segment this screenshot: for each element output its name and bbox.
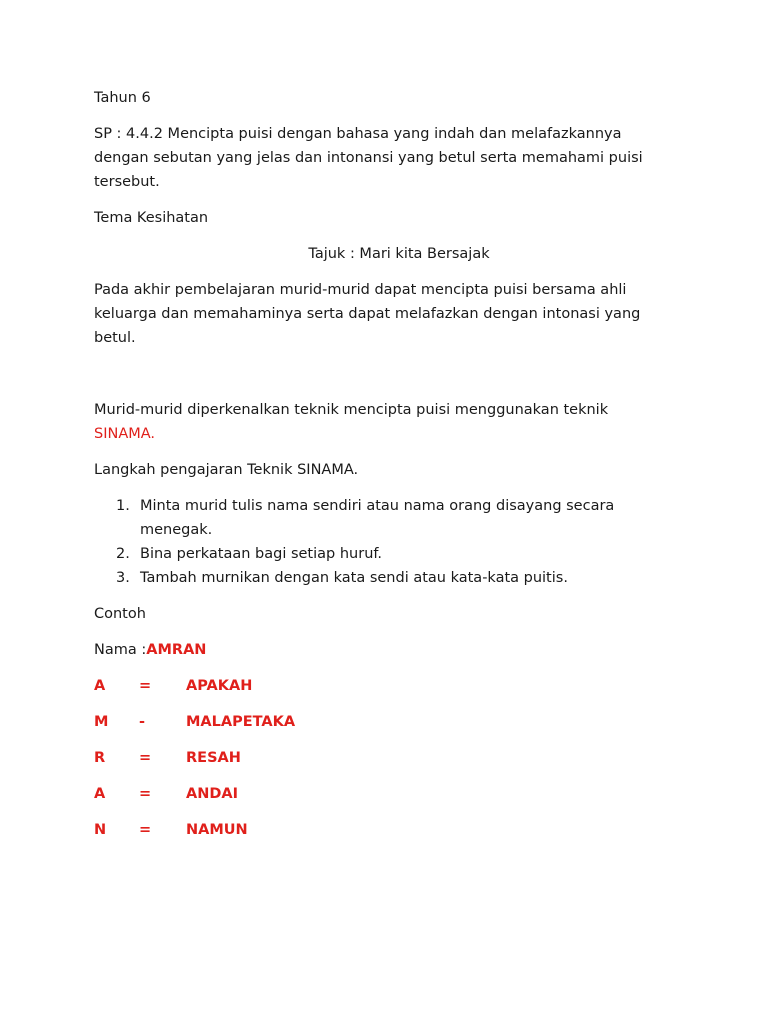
step-2-line-1: Bina perkataan bagi setiap huruf. xyxy=(140,546,383,562)
steps-heading: Langkah pengajaran Teknik SINAMA. xyxy=(94,462,359,478)
acrostic-letter: A xyxy=(94,678,106,694)
name-label: Nama : xyxy=(94,642,147,658)
intro-line-2-sinama: SINAMA. xyxy=(94,426,156,442)
name-row xyxy=(94,638,206,662)
intro-line-1: Murid-murid diperkenalkan teknik mencipta puisi menggunakan teknik xyxy=(94,402,609,418)
acrostic-symbol: = xyxy=(139,678,152,694)
objective-line-1: Pada akhir pembelajaran murid-murid dapat mencipta puisi bersama ahli xyxy=(94,282,627,298)
example-heading: Contoh xyxy=(94,606,146,622)
objective-line-3: betul. xyxy=(94,330,136,346)
sp-line-2: dengan sebutan yang jelas dan intonansi yang betul serta memahami puisi xyxy=(94,150,643,166)
acrostic-symbol: - xyxy=(139,714,146,730)
sp-line-1: SP : 4.4.2 Mencipta puisi dengan bahasa yang indah dan melafazkannya xyxy=(94,126,622,142)
theme-label: Tema Kesihatan xyxy=(94,210,209,226)
year-label: Tahun 6 xyxy=(94,90,151,106)
step-3-line-1: Tambah murnikan dengan kata sendi atau kata-kata puitis. xyxy=(140,570,568,586)
sp-line-3: tersebut. xyxy=(94,174,160,190)
acrostic-word: MALAPETAKA xyxy=(186,714,296,730)
step-2-number: 2. xyxy=(116,546,130,562)
step-3-number: 3. xyxy=(116,570,130,586)
acrostic-letter: M xyxy=(94,714,109,730)
acrostic-letter: R xyxy=(94,750,106,766)
acrostic-symbol: = xyxy=(139,822,152,838)
step-1-line-2: menegak. xyxy=(140,522,213,538)
title-heading xyxy=(0,242,768,266)
title-text: Tajuk : Mari kita Bersajak xyxy=(308,246,490,262)
acrostic-word: NAMUN xyxy=(186,822,248,838)
acrostic-word: APAKAH xyxy=(186,678,253,694)
step-1-line-1: Minta murid tulis nama sendiri atau nama orang disayang secara xyxy=(140,498,615,514)
objective-line-2: keluarga dan memahaminya serta dapat melafazkan dengan intonasi yang xyxy=(94,306,641,322)
acrostic-word: RESAH xyxy=(186,750,241,766)
acrostic-word: ANDAI xyxy=(186,786,239,802)
acrostic-symbol: = xyxy=(139,750,152,766)
acrostic-letter: A xyxy=(94,786,106,802)
step-1-number: 1. xyxy=(116,498,130,514)
name-value: AMRAN xyxy=(146,642,207,658)
acrostic-letter: N xyxy=(94,822,107,838)
acrostic-symbol: = xyxy=(139,786,152,802)
